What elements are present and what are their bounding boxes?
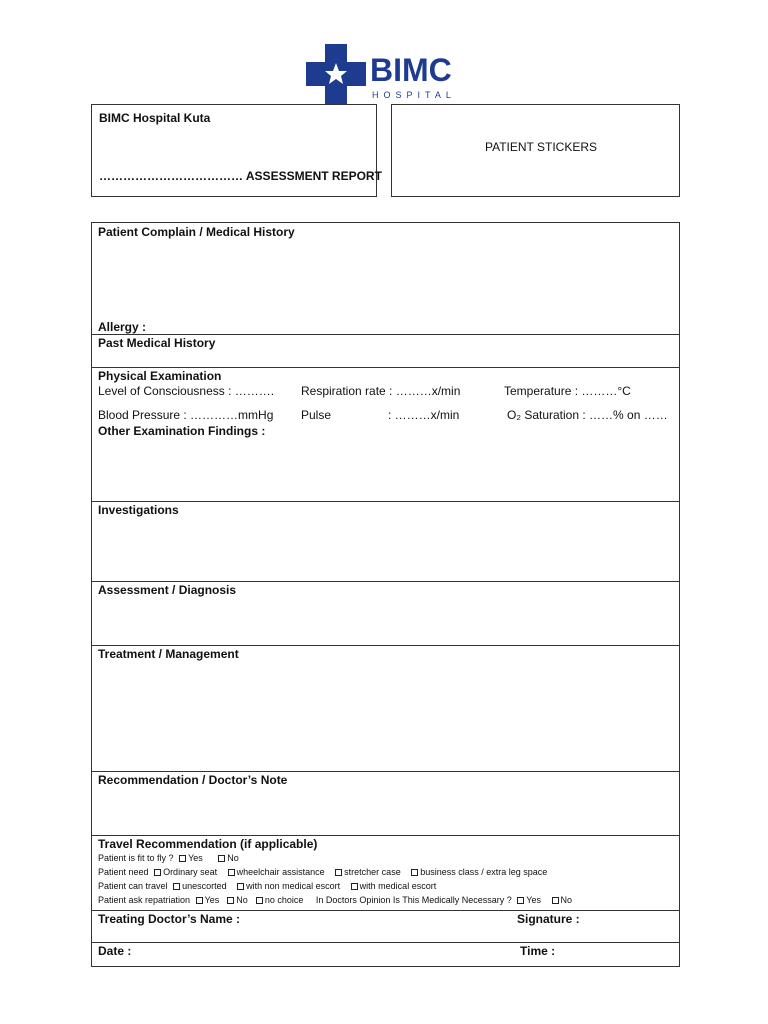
repatriation-label: Patient ask repatriation bbox=[98, 895, 191, 905]
patient-need-label: Patient need bbox=[98, 867, 149, 877]
travel-option: with non medical escort bbox=[246, 881, 341, 891]
signature-label: Signature : bbox=[517, 912, 580, 926]
fit-yes-label: Yes bbox=[188, 853, 203, 863]
fit-no-label: No bbox=[227, 853, 239, 863]
bimc-logo bbox=[306, 44, 466, 104]
need-option: Ordinary seat bbox=[163, 867, 218, 877]
repatriation-row bbox=[98, 895, 572, 906]
treatment-heading: Treatment / Management bbox=[98, 647, 239, 661]
assessment-heading: Assessment / Diagnosis bbox=[98, 583, 237, 597]
investigations-heading: Investigations bbox=[98, 503, 179, 517]
medically-necessary-label: In Doctors Opinion Is This Medically Necessary ? bbox=[315, 895, 512, 905]
date-label: Date : bbox=[98, 944, 132, 958]
checkbox-icon[interactable] bbox=[154, 869, 161, 876]
time-label: Time : bbox=[520, 944, 556, 958]
repat-option: no choice bbox=[264, 895, 304, 905]
o2-saturation-field: O₂ Saturation : ……% on …… bbox=[507, 408, 668, 422]
checkbox-icon[interactable] bbox=[517, 897, 524, 904]
patient-stickers-box bbox=[391, 104, 680, 197]
repat-option: Yes bbox=[204, 895, 220, 905]
report-title: ……………………………… ASSESSMENT REPORT bbox=[99, 169, 382, 183]
patient-stickers-label: PATIENT STICKERS bbox=[485, 140, 598, 154]
temperature-field: Temperature : ………°C bbox=[504, 384, 631, 398]
hospital-header-box bbox=[91, 104, 382, 197]
checkbox-icon[interactable] bbox=[173, 883, 180, 890]
checkbox-icon[interactable] bbox=[218, 855, 225, 862]
necessary-option: Yes bbox=[526, 895, 541, 905]
checkbox-icon[interactable] bbox=[351, 883, 358, 890]
checkbox-icon[interactable] bbox=[227, 897, 234, 904]
other-findings-label: Other Examination Findings : bbox=[98, 424, 266, 438]
pulse-label: Pulse bbox=[301, 408, 332, 422]
travel-option: with medical escort bbox=[359, 881, 437, 891]
logo-subtitle: HOSPITAL bbox=[372, 90, 456, 100]
checkbox-icon[interactable] bbox=[237, 883, 244, 890]
patient-travel-row bbox=[98, 881, 436, 892]
physical-exam-heading: Physical Examination bbox=[98, 369, 222, 383]
recommendation-heading: Recommendation / Doctor’s Note bbox=[98, 773, 288, 787]
pulse-field: : ………x/min bbox=[388, 408, 460, 422]
patient-need-row bbox=[98, 867, 547, 878]
checkbox-icon[interactable] bbox=[179, 855, 186, 862]
hospital-name: BIMC Hospital Kuta bbox=[99, 111, 211, 125]
consciousness-field: Level of Consciousness : ………. bbox=[98, 384, 275, 398]
doctor-name-label: Treating Doctor’s Name : bbox=[98, 912, 241, 926]
travel-option: unescorted bbox=[182, 881, 227, 891]
fit-to-fly-label: Patient is fit to fly ? bbox=[98, 853, 174, 863]
checkbox-icon[interactable] bbox=[335, 869, 342, 876]
past-history-heading: Past Medical History bbox=[98, 336, 216, 350]
patient-travel-label: Patient can travel bbox=[98, 881, 168, 891]
assessment-form bbox=[91, 222, 680, 967]
checkbox-icon[interactable] bbox=[411, 869, 418, 876]
complaint-heading: Patient Complain / Medical History bbox=[98, 225, 295, 239]
cross-star-icon bbox=[306, 44, 366, 104]
need-option: stretcher case bbox=[344, 867, 401, 877]
respiration-field: Respiration rate : ………x/min bbox=[301, 384, 461, 398]
checkbox-icon[interactable] bbox=[552, 897, 559, 904]
need-option: wheelchair assistance bbox=[236, 867, 325, 877]
travel-heading: Travel Recommendation (if applicable) bbox=[98, 837, 318, 851]
fit-to-fly-row bbox=[98, 853, 239, 864]
checkbox-icon[interactable] bbox=[256, 897, 263, 904]
checkbox-icon[interactable] bbox=[196, 897, 203, 904]
necessary-option: No bbox=[560, 895, 573, 905]
repat-option: No bbox=[236, 895, 248, 905]
checkbox-icon[interactable] bbox=[228, 869, 235, 876]
need-option: business class / extra leg space bbox=[420, 867, 548, 877]
logo-wordmark: BIMC bbox=[370, 52, 452, 88]
allergy-label: Allergy : bbox=[98, 320, 147, 334]
blood-pressure-field: Blood Pressure : …………mmHg bbox=[98, 408, 274, 422]
